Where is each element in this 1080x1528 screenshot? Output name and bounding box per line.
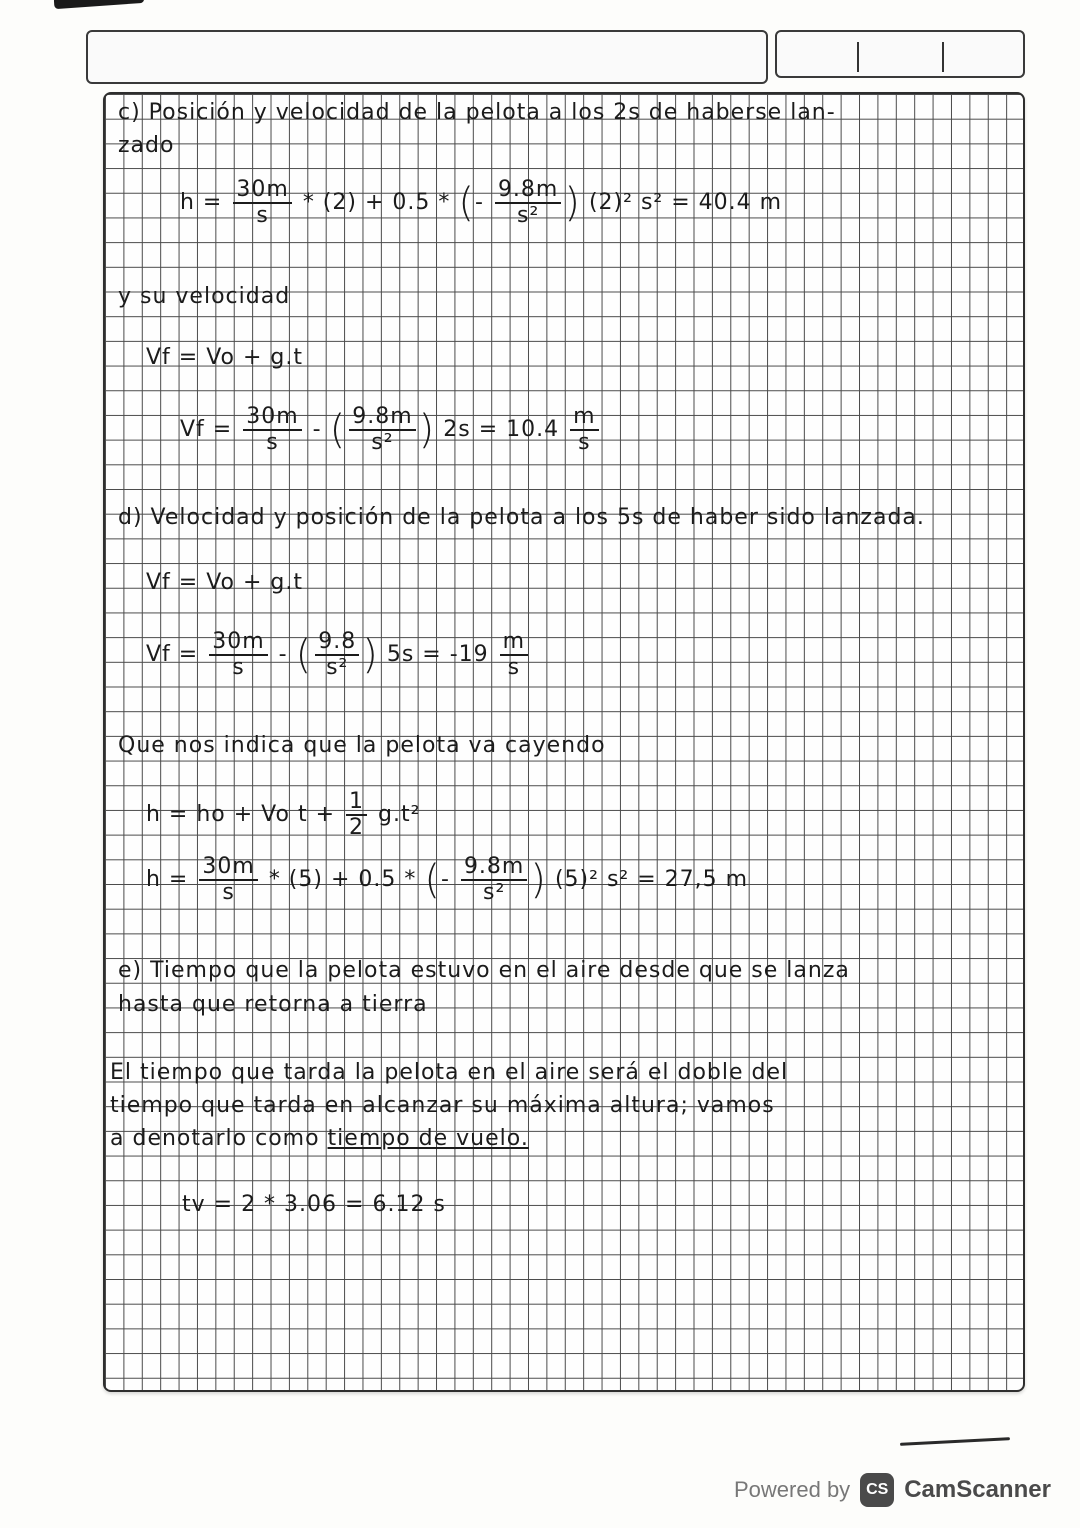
denominator: s — [578, 430, 591, 456]
camscanner-watermark — [734, 1470, 1051, 1510]
numerator: 9.8m — [495, 178, 561, 204]
denominator: s — [222, 880, 235, 906]
section-d-h-equation: h = $\frac{30m}{s}$ * (5) + 0.5 * (- $\frac{9.8m}{\text{s²}}$ ) (5)² s² = 27,5 m — [146, 854, 749, 906]
section-d-title: d) Velocidad y posición de la pelota a los 5s de haber sido lanzada. — [118, 505, 925, 530]
term-tiempo-de-vuelo: tiempo de vuelo. — [327, 1126, 529, 1151]
vf-minus: - — [278, 642, 288, 668]
date-divider — [857, 42, 859, 72]
fraction — [346, 790, 367, 840]
fraction — [199, 855, 257, 905]
numerator: m — [570, 405, 598, 431]
pen-stroke — [900, 1437, 1010, 1446]
section-e-result: tv = 2 * 3.06 = 6.12 s — [182, 1192, 446, 1217]
h-paren-sign: - — [440, 867, 450, 893]
numerator: 30m — [209, 630, 267, 656]
h-paren-sign: - — [474, 190, 484, 216]
denominator: s² — [371, 430, 394, 456]
vf-tail: 2s = 10.4 — [443, 417, 560, 443]
numerator: m — [500, 630, 528, 656]
notebook-date-box — [775, 30, 1025, 78]
fraction — [209, 630, 267, 680]
vf-lhs: Vf = — [180, 417, 233, 443]
h-lhs: h = — [180, 190, 223, 216]
date-divider — [942, 42, 944, 72]
section-c-vf-formula: Vf = Vo + g.t — [146, 345, 304, 370]
h-formula-tail: g.t² — [378, 802, 421, 828]
scan-corner-mark — [54, 0, 145, 9]
powered-by-label: Powered by — [734, 1477, 851, 1502]
h-middle: * (2) + 0.5 * — [302, 190, 451, 216]
numerator: 30m — [243, 405, 301, 431]
section-d-h-formula — [146, 790, 420, 840]
camscanner-logo-icon: CS — [860, 1473, 894, 1507]
vf-tail: 5s = -19 — [386, 642, 489, 668]
numerator: 1 — [346, 790, 367, 816]
denominator: s — [507, 655, 521, 681]
numerator: 9.8 — [315, 630, 359, 656]
h-tail: (5)² s² = 27,5 m — [554, 867, 749, 893]
section-c-subheading: y su velocidad — [118, 284, 291, 309]
section-e-title-line2: hasta que retorna a tierra — [118, 992, 428, 1017]
section-d-note: Que nos indica que la pelota va cayendo — [118, 733, 606, 758]
section-e-body-line1: El tiempo que tarda la pelota en el aire será el doble del — [110, 1060, 789, 1085]
denominator: s — [232, 655, 245, 681]
section-e-title-line1: e) Tiempo que la pelota estuvo en el aire desde que se lanza — [118, 958, 850, 983]
unit-fraction — [570, 405, 598, 455]
vf-minus: - — [312, 417, 322, 443]
numerator: 30m — [199, 855, 257, 881]
notebook-header-box — [86, 30, 768, 84]
section-e-body-line2: tiempo que tarda en alcanzar su máxima altura; vamos — [110, 1093, 775, 1118]
denominator: s — [266, 430, 279, 456]
unit-fraction — [500, 630, 528, 680]
h-formula-lead: h = ho + Vo t + — [146, 802, 336, 828]
fraction — [461, 855, 527, 905]
denominator: 2 — [349, 815, 365, 841]
body-line3-lead: a denotarlo como — [110, 1126, 328, 1151]
fraction — [349, 405, 415, 455]
section-c-vf-equation: Vf = $\frac{30m}{s}$ - ( $\frac{9.8m}{\text{s²}}$ ) 2s = 10.4 $\frac{m}{s}$ — [180, 405, 602, 455]
section-c-title-line2: zado — [118, 133, 175, 158]
fraction — [243, 405, 301, 455]
fraction — [315, 630, 359, 680]
denominator: s² — [483, 880, 506, 906]
section-c-height-equation: h = $\frac{30m}{s}$ * (2) + 0.5 * (- $\frac{9.8m}{\text{s²}}$ ) (2)² s² = 40.4 m — [180, 177, 783, 229]
camscanner-brand: CamScanner — [904, 1476, 1051, 1503]
section-d-vf-formula: Vf = Vo + g.t — [146, 570, 304, 595]
denominator: s² — [326, 655, 349, 681]
section-e-body-line3 — [110, 1126, 529, 1151]
section-c-title-line1: c) Posición y velocidad de la pelota a los 2s de haberse lan- — [118, 100, 836, 125]
h-tail: (2)² s² = 40.4 m — [588, 190, 783, 216]
h-lhs: h = — [146, 867, 189, 893]
fraction — [495, 178, 561, 228]
fraction — [233, 178, 291, 228]
section-d-vf-equation: Vf = $\frac{30m}{s}$ - ( $\frac{9.8}{\text{s²}}$ ) 5s = -19 $\frac{m}{s}$ — [146, 630, 531, 680]
vf-lhs: Vf = — [146, 642, 199, 668]
denominator: s² — [517, 203, 540, 229]
h-middle: * (5) + 0.5 * — [268, 867, 417, 893]
numerator: 9.8m — [349, 405, 415, 431]
numerator: 9.8m — [461, 855, 527, 881]
denominator: s — [256, 203, 269, 229]
numerator: 30m — [233, 178, 291, 204]
